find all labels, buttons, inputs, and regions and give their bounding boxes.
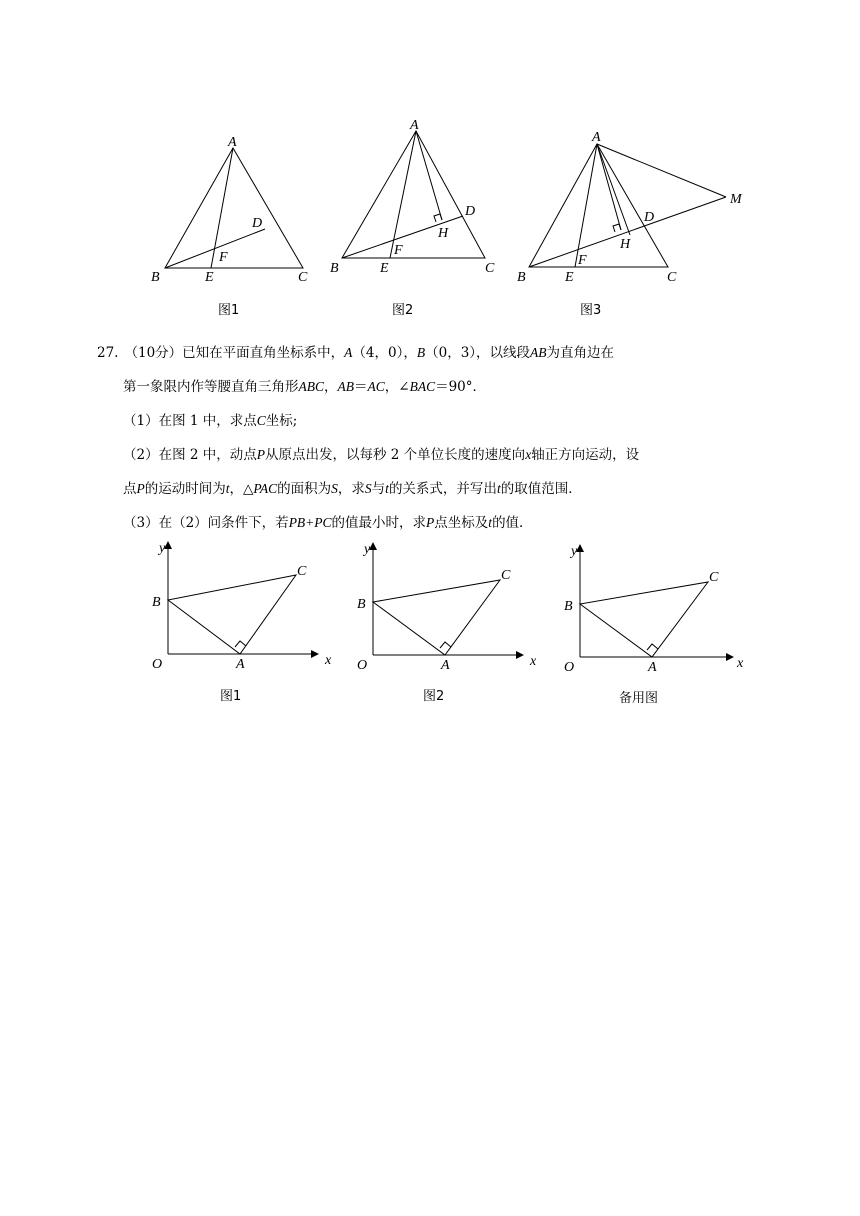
label-C: C xyxy=(667,270,677,285)
text: 的取值范围． xyxy=(500,481,582,497)
text: 坐标; xyxy=(265,413,298,429)
label-C: C xyxy=(298,270,308,285)
figure-caption: 图1 xyxy=(220,689,242,704)
text: （3）在（2）问条件下，若 xyxy=(123,515,289,531)
label-C: C xyxy=(485,261,495,276)
label-C: C xyxy=(297,564,307,579)
label-B: B xyxy=(517,270,526,285)
problem-number: 27. xyxy=(97,345,119,361)
label-y: y xyxy=(364,542,371,557)
label-E: E xyxy=(205,270,214,285)
bottom-figures xyxy=(0,530,860,730)
var: t xyxy=(496,481,501,496)
text: 轴正方向运动，设 xyxy=(531,447,640,463)
label-A: A xyxy=(592,130,601,145)
coord-figure-1 xyxy=(152,541,332,704)
label-F: F xyxy=(394,243,403,258)
label-O: O xyxy=(357,658,368,673)
text: 的关系式，并写出 xyxy=(388,481,497,497)
text: （1）在图 1 中，求点 xyxy=(123,413,257,429)
var: ABC xyxy=(298,379,324,394)
text: 与 xyxy=(371,481,386,497)
question-1 xyxy=(123,404,763,438)
figure-caption: 图3 xyxy=(580,303,602,318)
coord-figure-2 xyxy=(357,542,537,704)
label-D: D xyxy=(252,216,263,231)
label-B: B xyxy=(151,270,160,285)
var: C xyxy=(256,413,266,428)
text: 的面积为 xyxy=(277,481,332,497)
text: （0，3），以线段 xyxy=(425,345,531,361)
label-A: A xyxy=(410,118,419,133)
var: PAC xyxy=(253,481,278,496)
problem-27 xyxy=(97,336,763,540)
label-M: M xyxy=(730,192,742,207)
label-H: H xyxy=(620,237,631,252)
figure-caption: 图1 xyxy=(218,303,240,318)
label-x: x xyxy=(737,656,744,671)
label-B: B xyxy=(330,261,339,276)
question-2-cont xyxy=(123,472,763,506)
var: AB xyxy=(530,345,547,360)
label-E: E xyxy=(380,261,389,276)
text: 为直角边在 xyxy=(546,345,615,361)
label-O: O xyxy=(152,657,163,672)
label-C: C xyxy=(709,570,719,585)
top-figures xyxy=(0,0,860,330)
var: P xyxy=(256,447,266,462)
text: ＝90°． xyxy=(435,379,487,395)
label-x: x xyxy=(325,653,332,668)
label-x: x xyxy=(530,654,537,669)
coord-figure-backup xyxy=(564,544,744,706)
text: 的运动时间为 xyxy=(144,481,226,497)
figure-caption: 图2 xyxy=(392,303,414,318)
text: 第一象限内作等腰直角三角形 xyxy=(123,379,299,395)
top-figure-2 xyxy=(330,118,495,318)
text: （2）在图 2 中，动点 xyxy=(123,447,257,463)
label-B: B xyxy=(152,595,161,610)
text: 点坐标及 xyxy=(434,515,489,531)
label-F: F xyxy=(219,250,228,265)
problem-line-1 xyxy=(97,336,763,370)
var: P xyxy=(426,515,435,530)
question-2 xyxy=(123,438,763,472)
label-C: C xyxy=(501,568,511,583)
text: ， xyxy=(324,379,338,395)
text: ，∠ xyxy=(384,379,410,395)
var: t xyxy=(385,481,389,496)
var: A xyxy=(344,345,353,360)
var: B xyxy=(416,345,426,360)
label-D: D xyxy=(465,204,476,219)
label-D: D xyxy=(644,210,655,225)
var: AB xyxy=(337,379,354,394)
text: 从原点出发，以每秒 2 个单位长度的速度向 xyxy=(265,447,526,463)
top-figure-1 xyxy=(151,135,308,318)
var: x xyxy=(525,447,532,462)
label-y: y xyxy=(571,544,578,559)
label-O: O xyxy=(564,660,575,675)
text: ，求 xyxy=(337,481,365,497)
text: 点 xyxy=(123,481,137,497)
label-A: A xyxy=(648,660,657,675)
label-A: A xyxy=(441,658,450,673)
var: PB+PC xyxy=(288,515,332,530)
text: 的值最小时，求 xyxy=(331,515,427,531)
figure-caption: 备用图 xyxy=(619,691,659,706)
var: AC xyxy=(367,379,385,394)
label-B: B xyxy=(357,597,366,612)
label-A: A xyxy=(228,135,237,150)
label-y: y xyxy=(159,541,166,556)
var: S xyxy=(331,481,338,496)
label-B: B xyxy=(564,599,573,614)
text: ＝ xyxy=(354,379,368,395)
figure-caption: 图2 xyxy=(423,689,445,704)
label-E: E xyxy=(565,270,574,285)
var: S xyxy=(364,481,372,496)
var: BAC xyxy=(409,379,436,394)
top-figure-3 xyxy=(517,130,743,318)
text: ，△ xyxy=(229,481,254,497)
label-F: F xyxy=(578,253,587,268)
var: t xyxy=(488,515,493,530)
text: 的值． xyxy=(492,515,533,531)
text: （10分）已知在平面直角坐标系中， xyxy=(124,345,345,361)
text: （4，0）， xyxy=(352,345,417,361)
label-A: A xyxy=(236,657,245,672)
label-H: H xyxy=(438,226,449,241)
var: P xyxy=(136,481,145,496)
var: t xyxy=(225,481,230,496)
problem-line-2 xyxy=(123,370,763,404)
